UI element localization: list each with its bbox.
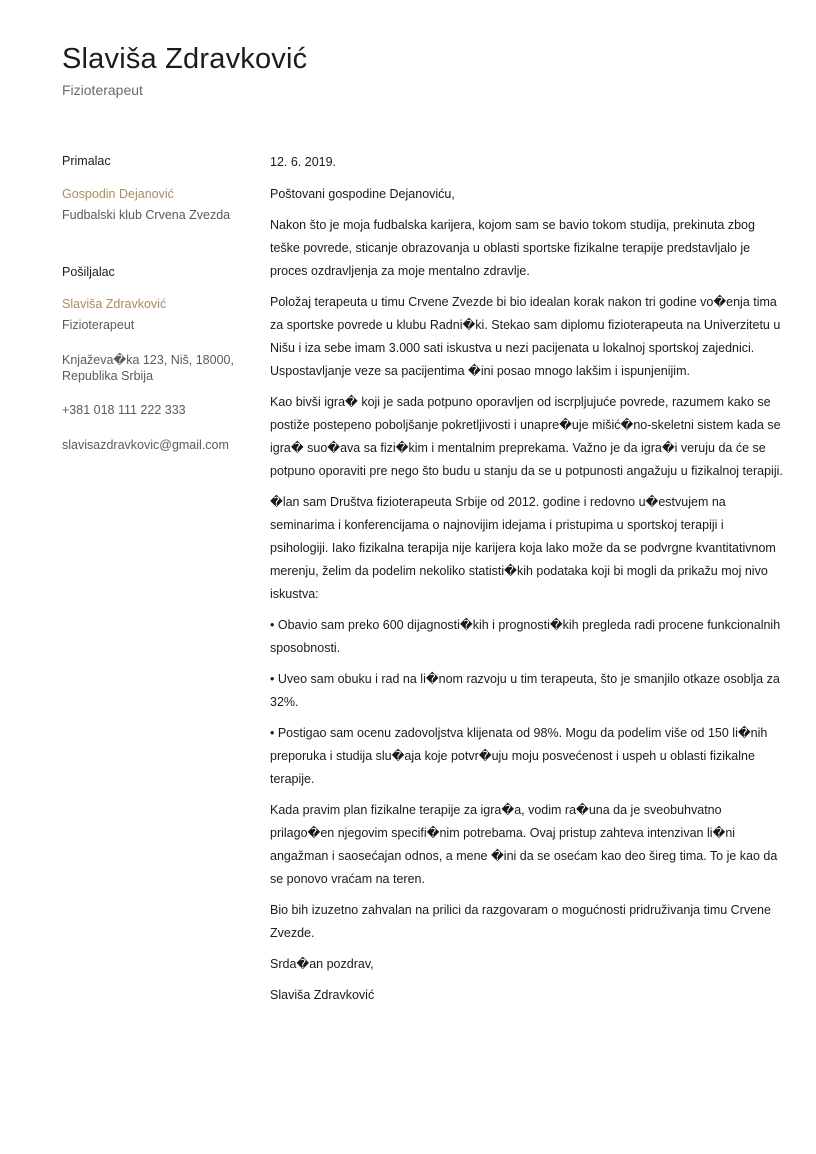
letter-bullet: • Obavio sam preko 600 dijagnosti�kih i prognosti�kih pregleda radi procene funkcionalnih sposobnosti. <box>270 618 781 655</box>
applicant-title: Fizioterapeut <box>62 82 143 98</box>
letter-paragraph: �lan sam Društva fizioterapeuta Srbije od 2012. godine i redovno u�estvujem na seminarima i konferencijama o najnovijim idejama i pristupima u sportskoj terapiji i psihologiji. Iako fizikalna terapija nije karijera koja lako može da se podvrgne kvantitativnom merenju, želim da podelim nekoliko statisti�kih podataka koji bi mogli da prikažu moj nivo iskustva: <box>270 495 776 601</box>
sender-email: slavisazdravkovic@gmail.com <box>62 438 229 452</box>
letter-signature: Slaviša Zdravković <box>270 988 375 1002</box>
sender-address-line1: Knjaževa�ka 123, Niš, 18000, <box>62 353 234 367</box>
sender-phone: +381 018 111 222 333 <box>62 403 186 417</box>
recipient-heading: Primalac <box>62 154 111 168</box>
letter-paragraph: Kada pravim plan fizikalne terapije za igra�a, vodim ra�una da je sveobuhvatno prilago�en njegovim specifi�nim potrebama. Ovaj pristup zahteva intenzivan li�ni angažman i saosećajan odnos, a mene �ini da se osećam kao deo šireg tima. To je kao da se ponovo vraćam na teren. <box>270 803 778 886</box>
sender-title: Fizioterapeut <box>62 318 135 332</box>
letter-closing: Srda�an pozdrav, <box>270 957 374 971</box>
letter-date: 12. 6. 2019. <box>270 155 337 169</box>
letter-salutation: Poštovani gospodine Dejanoviću, <box>270 187 455 201</box>
sender-name: Slaviša Zdravković <box>62 297 167 311</box>
sender-address-line2: Republika Srbija <box>62 369 154 383</box>
recipient-organization: Fudbalski klub Crvena Zvezda <box>62 208 231 222</box>
contact-sidebar <box>62 150 252 453</box>
letter-paragraph: Bio bih izuzetno zahvalan na prilici da razgovaram o mogućnosti pridruživanja timu Crvene Zvezde. <box>270 903 771 940</box>
letter-body <box>270 153 785 1015</box>
applicant-name: Slaviša Zdravković <box>62 43 308 75</box>
letter-paragraph: Kao bivši igra� koji je sada potpuno oporavljen od iscrpljujuće povrede, razumem kako se postiže postepeno poboljšanje pokretljivosti i unapre�uje mišić�no-skeletni sistem kada se igra� suo�ava sa fizi�kim i mentalnim preprekama. Važno je da igra�i veruju da će se potpuno oporaviti pre nego što budu u stanju da se u potpunosti angažuju u fizikalnoj terapiji. <box>270 395 783 478</box>
letter-paragraph: Položaj terapeuta u timu Crvene Zvezde bi bio idealan korak nakon tri godine vo�enja tima za sportske povrede u klubu Radni�ki. Stekao sam diplomu fizioterapeuta na Univerzitetu u Nišu i iza sebe imam 3.000 sati iskustva u nezi pacijenata u lokalnoj sportskoj zajednici. Uspostavljanje veze sa pacijentima �ini posao mnogo lakšim i ispunjenijim. <box>270 295 781 378</box>
sender-heading: Pošiljalac <box>62 265 115 279</box>
recipient-name: Gospodin Dejanović <box>62 187 174 201</box>
resume-header <box>62 40 307 100</box>
letter-bullet: • Uveo sam obuku i rad na li�nom razvoju u tim terapeuta, što je smanjilo otkaze osoblja za 32%. <box>270 672 780 709</box>
letter-paragraph: Nakon što je moja fudbalska karijera, kojom sam se bavio tokom studija, prekinuta zbog teške povrede, sticanje obrazovanja u oblasti sportske fizikalne terapije predstavljalo je proces ozdravljenja za moje mentalno zdravlje. <box>270 218 755 278</box>
letter-bullet: • Postigao sam ocenu zadovoljstva klijenata od 98%. Mogu da podelim više od 150 li�nih preporuka i studija slu�aja koje potvr�uju moju posvećenost i uspeh u oblasti fizikalne terapije. <box>270 726 768 786</box>
